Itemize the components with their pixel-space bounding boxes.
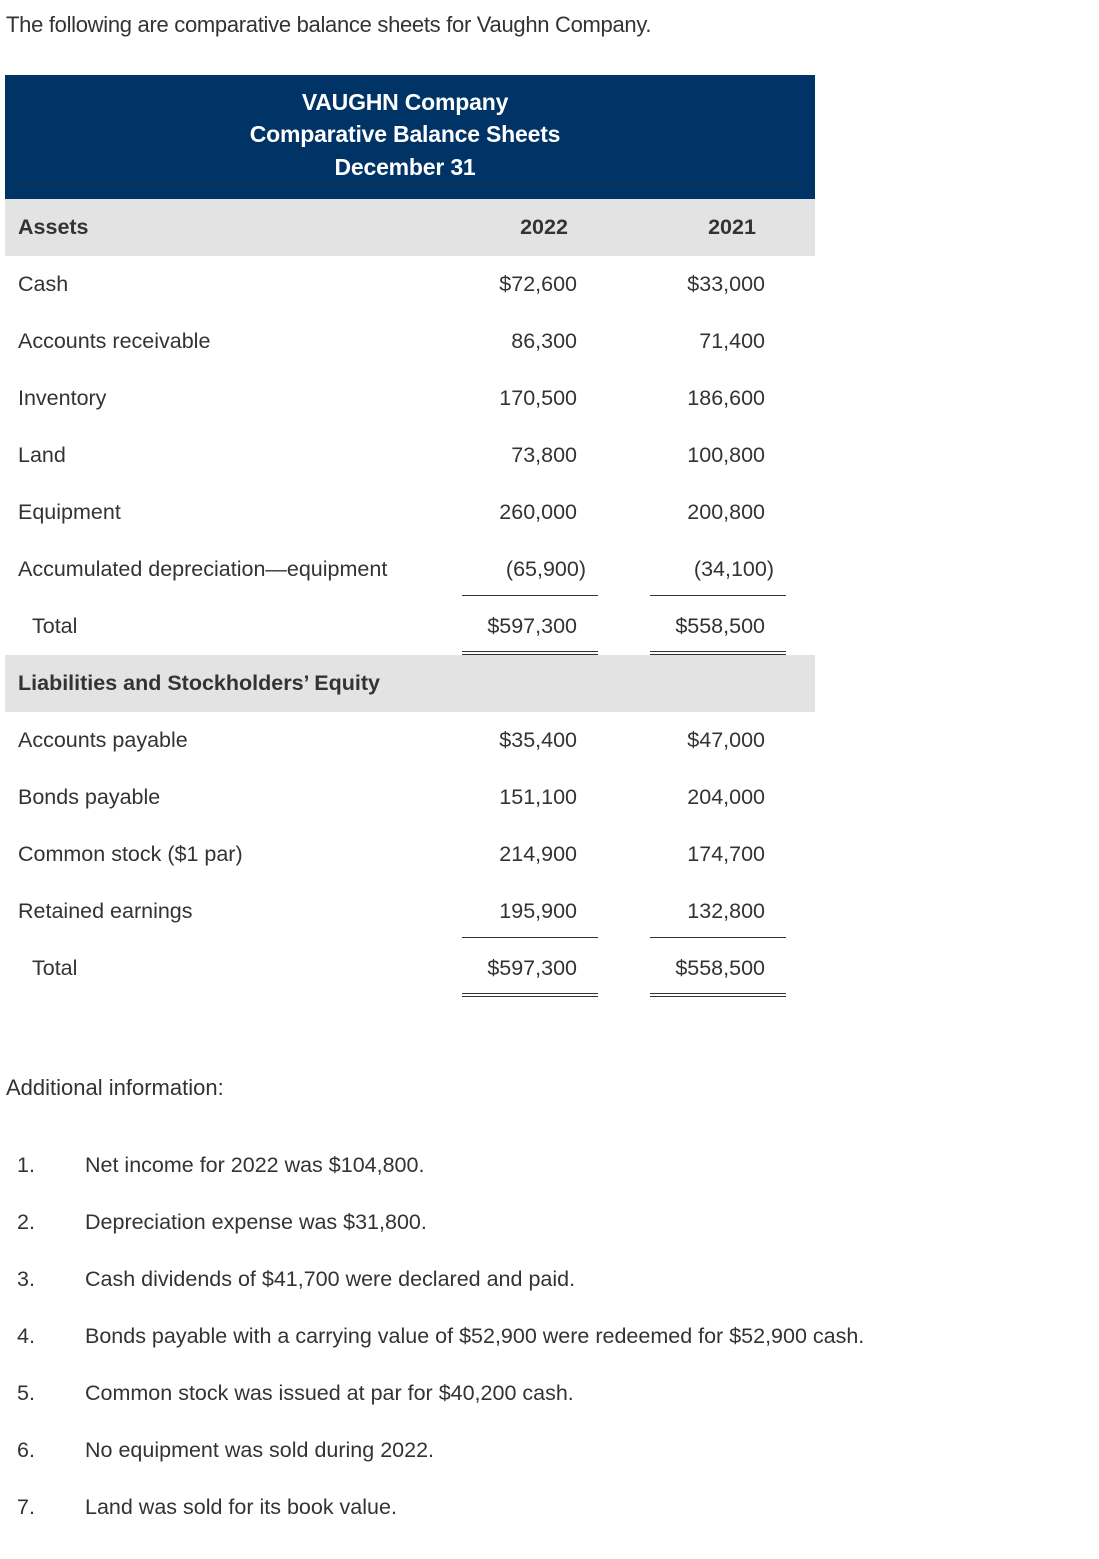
company-name: VAUGHN Company [301,89,509,115]
subtotal-rule [650,595,786,596]
item-text: No equipment was sold during 2022. [85,1438,434,1462]
list-item [0,1267,1099,1324]
subtotal-rule [462,937,598,938]
row-label: Land [18,443,66,467]
item-number: 2. [17,1210,35,1234]
table-row [5,484,815,541]
total-label: Total [32,614,78,638]
total-label: Total [32,956,78,980]
table-row [5,427,815,484]
value-2021: $47,000 [687,728,765,752]
value-2021: 71,400 [699,329,765,353]
value-2022: 86,300 [511,329,577,353]
value-2021: 174,700 [687,842,765,866]
header-rule [17,185,803,186]
col-2022-header: 2022 [520,215,568,239]
item-number: 7. [17,1495,35,1519]
col-2021-header: 2021 [708,215,756,239]
total-2022: $597,300 [487,956,577,980]
value-2021: 132,800 [687,899,765,923]
total-double-rule [650,993,786,997]
item-text: Cash dividends of $41,700 were declared and paid. [85,1267,576,1291]
value-2021: (34,100) [693,557,774,581]
item-number: 1. [17,1153,35,1177]
value-2022: 195,900 [499,899,577,923]
additional-info-heading: Additional information: [6,1075,224,1100]
row-label: Retained earnings [18,899,193,923]
balance-sheet-table [5,75,815,997]
row-label: Accounts payable [18,728,188,752]
value-2022: 73,800 [511,443,577,467]
total-2021: $558,500 [675,956,765,980]
additional-info-list [0,1153,1099,1552]
list-item [0,1153,1099,1210]
value-2022: 214,900 [499,842,577,866]
item-number: 6. [17,1438,35,1462]
value-2021: $33,000 [687,272,765,296]
table-row [5,370,815,427]
value-2022: 170,500 [499,386,577,410]
item-text: Land was sold for its book value. [85,1495,397,1519]
item-number: 5. [17,1381,35,1405]
statement-title: Comparative Balance Sheets [249,121,561,147]
value-2022: 151,100 [499,785,577,809]
liabilities-heading: Liabilities and Stockholders’ Equity [18,671,380,695]
list-item [0,1438,1099,1495]
value-2021: 204,000 [687,785,765,809]
liabilities-heading-row [5,655,815,712]
total-2021: $558,500 [675,614,765,638]
value-2021: 186,600 [687,386,765,410]
value-2022: $35,400 [499,728,577,752]
value-2022: 260,000 [499,500,577,524]
table-row [5,883,815,940]
table-row [5,313,815,370]
row-label: Equipment [18,500,121,524]
item-text: Net income for 2022 was $104,800. [85,1153,425,1177]
row-label: Cash [18,272,69,296]
value-2021: 200,800 [687,500,765,524]
table-header [5,75,815,199]
total-double-rule [462,993,598,997]
table-row [5,826,815,883]
row-label: Common stock ($1 par) [18,842,243,866]
item-text: Common stock was issued at par for $40,200 cash. [85,1381,574,1405]
list-item [0,1495,1099,1552]
row-label: Inventory [18,386,107,410]
row-label: Bonds payable [18,785,161,809]
total-2022: $597,300 [487,614,577,638]
value-2022: $72,600 [499,272,577,296]
assets-heading-row [5,199,815,256]
value-2021: 100,800 [687,443,765,467]
table-row [5,769,815,826]
assets-heading: Assets [18,215,89,239]
list-item [0,1324,1099,1381]
row-label: Accumulated depreciation—equipment [18,557,388,581]
table-row [5,256,815,313]
item-number: 4. [17,1324,35,1348]
table-row [5,712,815,769]
value-2022: (65,900) [505,557,586,581]
assets-total-row [5,598,815,655]
table-row [5,541,815,598]
item-number: 3. [17,1267,35,1291]
list-item [0,1381,1099,1438]
liabilities-total-row [5,940,815,997]
item-text: Bonds payable with a carrying value of $52,900 were redeemed for $52,900 cash. [85,1324,865,1348]
statement-date: December 31 [334,154,476,180]
subtotal-rule [650,937,786,938]
subtotal-rule [462,595,598,596]
item-text: Depreciation expense was $31,800. [85,1210,427,1234]
list-item [0,1210,1099,1267]
row-label: Accounts receivable [18,329,211,353]
intro-text: The following are comparative balance sheets for Vaughn Company. [6,12,652,37]
